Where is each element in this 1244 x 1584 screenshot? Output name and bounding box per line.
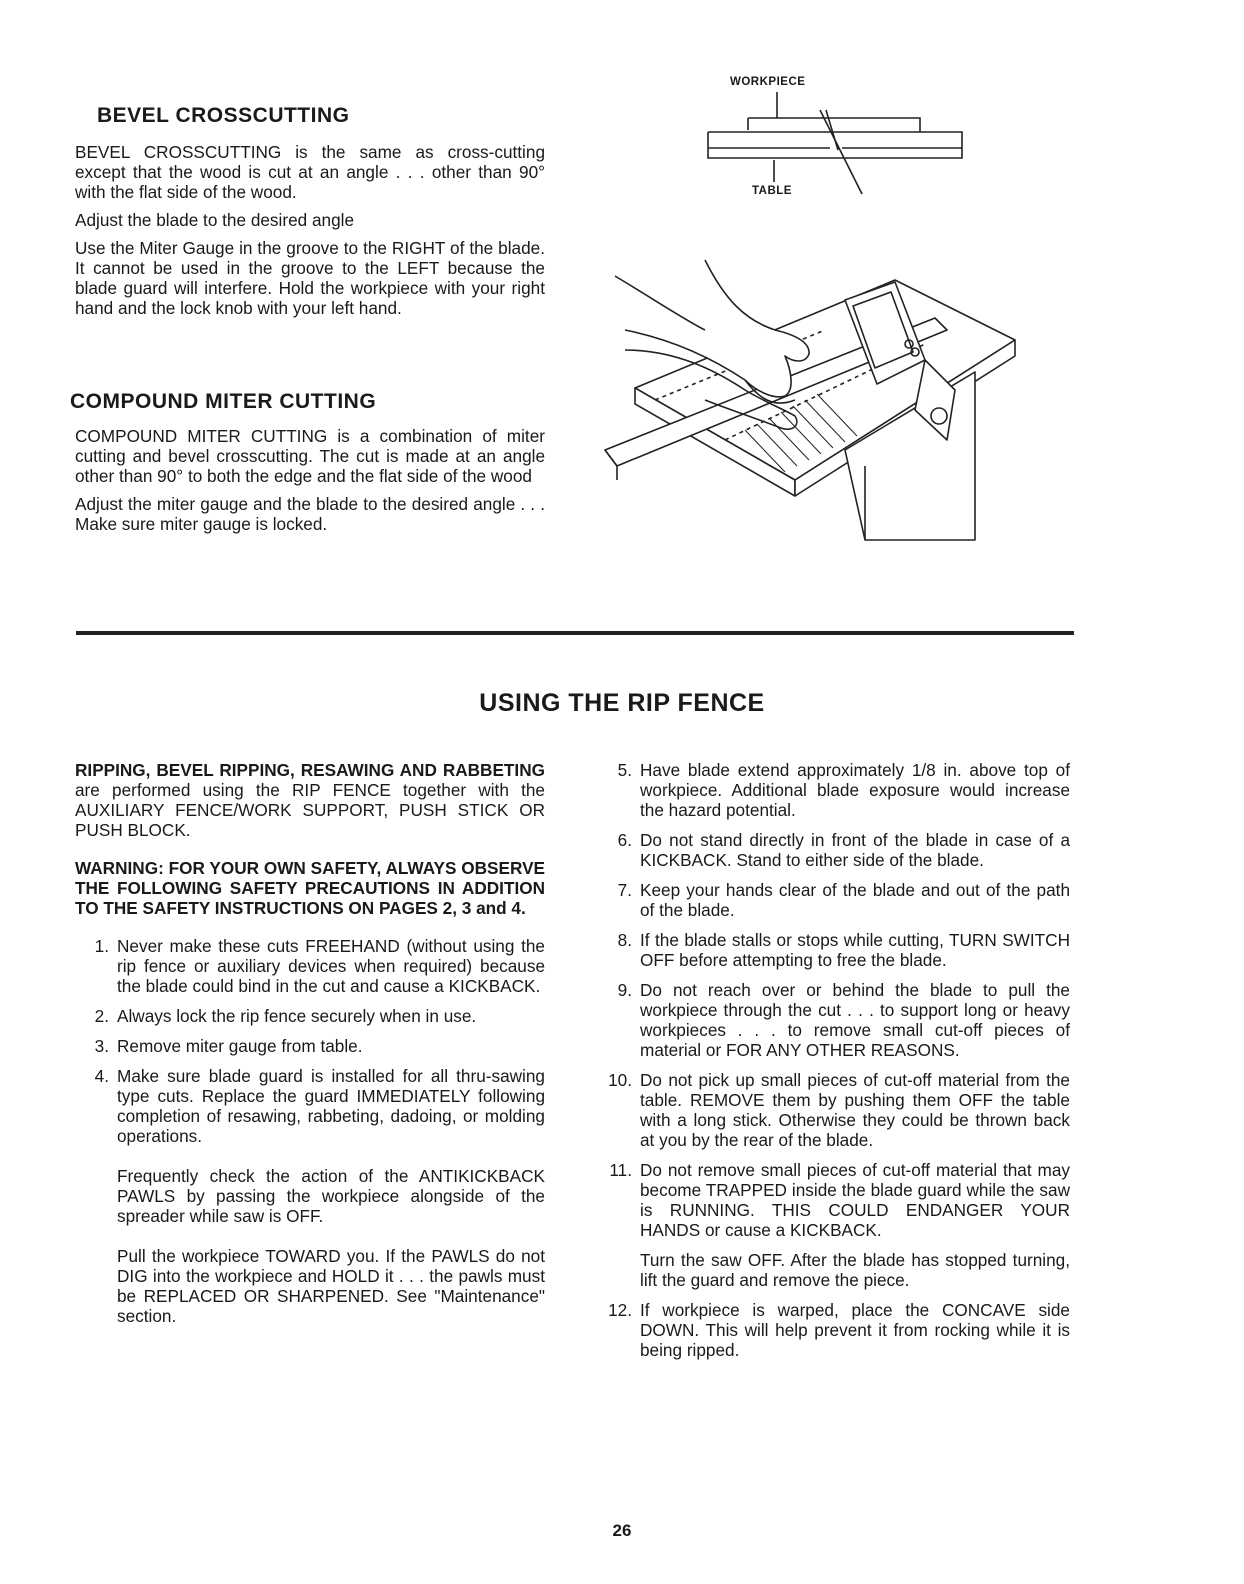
bevel-paragraph-3: Use the Miter Gauge in the groove to the RIGHT of the blade. It cannot be used in the groove to the LEFT because the blade guard will interfere. Hold the workpiece with your right hand and the lock knob with your left hand. (75, 238, 545, 318)
workpiece-label: WORKPIECE (730, 76, 806, 88)
bevel-cut-diagram (700, 70, 970, 210)
compound-miter-section (70, 390, 545, 534)
list-item: 4. Make sure blade guard is installed for all thru-sawing type cuts. Replace the guard IMMEDIATELY following completion of resawing, rabbeting, dadoing, or molding operations. Frequently check the action of the ANTIKICKBACK PAWLS by passing the workpiece alongside of the spreader while saw is OFF. Pull the workpiece TOWARD you. If the PAWLS do not DIG into the workpiece and HOLD it . . . the pawls must be REPLACED OR SHARPENED. See "Maintenance" section. (94, 1066, 545, 1326)
turn-saw-off-paragraph: Turn the saw OFF. After the blade has stopped turning, lift the guard and remove the piece. (640, 1250, 1070, 1290)
right-safety-list (606, 760, 1070, 1360)
list-item: 5. Have blade extend approximately 1/8 in. above top of workpiece. Additional blade exposure would increase the hazard potential. (617, 760, 1070, 820)
list-item: 1. Never make these cuts FREEHAND (without using the rip fence or auxiliary devices when required) because the blade could bind in the cut and cause a KICKBACK. (94, 936, 545, 996)
page-number: 26 (612, 1521, 632, 1540)
list-item: 12. If workpiece is warped, place the CONCAVE side DOWN. This will help prevent it from rocking while it is being ripped. (608, 1300, 1070, 1360)
rip-right-column (606, 760, 1070, 1370)
rip-intro-rest: are performed using the RIP FENCE together with the AUXILIARY FENCE/WORK SUPPORT, PUSH STICK OR PUSH BLOCK. (75, 780, 545, 840)
table-label: TABLE (752, 185, 792, 197)
rip-fence-title: USING THE RIP FENCE (479, 689, 765, 717)
pawl-check-paragraph: Frequently check the action of the ANTIKICKBACK PAWLS by passing the workpiece alongside of the spreader while saw is OFF. (117, 1166, 545, 1226)
list-item: 9. Do not reach over or behind the blade to pull the workpiece through the cut . . . to support long or heavy workpieces . . . to remove small cut-off pieces of material or FOR ANY OTHER REASONS. (617, 980, 1070, 1060)
bevel-paragraph-1: BEVEL CROSSCUTTING is the same as cross-cutting except that the wood is cut at an angle . . . other than 90° with the flat side of the wood. (75, 142, 545, 202)
bevel-crosscutting-section (75, 104, 545, 318)
list-item: 10. Do not pick up small pieces of cut-off material from the table. REMOVE them by pushing them OFF the table with a long stick. Otherwise they could be thrown back at you by the rear of the blade. (608, 1070, 1070, 1150)
safety-warning: WARNING: FOR YOUR OWN SAFETY, ALWAYS OBSERVE THE FOLLOWING SAFETY PRECAUTIONS IN ADDITION TO THE SAFETY INSTRUCTIONS ON PAGES 2, 3 and 4. (75, 858, 545, 918)
compound-paragraph-1: COMPOUND MITER CUTTING is a combination of miter cutting and bevel crosscutting. The cut is made at an angle other than 90° to both the edge and the flat side of the wood (75, 426, 545, 486)
list-item: 7. Keep your hands clear of the blade and out of the path of the blade. (617, 880, 1070, 920)
compound-paragraph-2: Adjust the miter gauge and the blade to the desired angle . . . Make sure miter gauge is locked. (75, 494, 545, 534)
rip-intro-bold: RIPPING, BEVEL RIPPING, RESAWING AND RABBETING (75, 760, 545, 780)
bevel-crosscutting-heading: BEVEL CROSSCUTTING (97, 104, 350, 127)
list-item: 3. Remove miter gauge from table. (94, 1036, 363, 1056)
rip-intro (75, 760, 545, 840)
list-item: 6. Do not stand directly in front of the blade in case of a KICKBACK. Stand to either side of the blade. (617, 830, 1070, 870)
section-divider (76, 631, 1074, 635)
bevel-cut-drawing (700, 70, 970, 210)
list-item: 2. Always lock the rip fence securely when in use. (94, 1006, 477, 1026)
list-item: 8. If the blade stalls or stops while cutting, TURN SWITCH OFF before attempting to free the blade. (617, 930, 1070, 970)
table-saw-illustration (595, 240, 1025, 570)
rip-left-column (75, 760, 545, 1336)
bevel-paragraph-2: Adjust the blade to the desired angle (75, 210, 355, 230)
compound-miter-heading: COMPOUND MITER CUTTING (70, 390, 377, 413)
left-safety-list (83, 936, 545, 1326)
list-item: 11. Do not remove small pieces of cut-off material that may become TRAPPED inside the blade guard while the saw is RUNNING. THIS COULD ENDANGER YOUR HANDS or cause a KICKBACK. Turn the saw OFF. After the blade has stopped turning, lift the guard and remove the piece. (609, 1160, 1070, 1290)
pawl-replace-paragraph: Pull the workpiece TOWARD you. If the PAWLS do not DIG into the workpiece and HOLD it . . . the pawls must be REPLACED OR SHARPENED. See "Maintenance" section. (117, 1246, 545, 1326)
